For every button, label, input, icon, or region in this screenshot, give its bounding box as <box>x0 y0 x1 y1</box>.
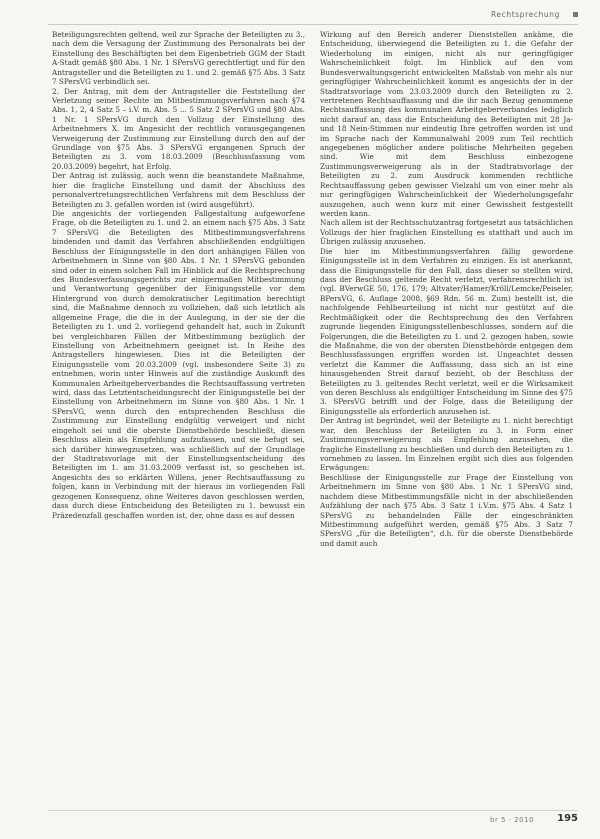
paragraph: Wirkung auf den Bereich anderer Dienststellen ankäme, die Entscheidung, überwiegend die Beteiligten zu 1. die Gefahr der Wiederholung im einigen, nicht als nur geringfügiger Wahrscheinlichkeit folgt. Im Hinblick auf den vom Bundesverwaltungsgericht entwickelten Maßstab von mehr als nur geringfügiger Wahrscheinlichkeit kommt es angesichts der in der Stadtratsvorlage vom 23.03.2009 durch den Beteiligten zu 2. vertretenen Rechtsauffassung und die ihr nach Bezug genommene Rechtsauffassung des kommunalen Arbeitgeberverbandes lediglich nicht darauf an, dass die Entscheidung des Beteiligten mit 28 Ja- und 18 Nein-Stimmen nur eindeutig Ihre getroffen worden ist und im Sprache nach der Kommunalwahl 2009 zum Teil rechtlich angegebenen möglicher andere politische Mehrheiten gegeben sind. Wie mit dem Beschluss einbezogene Zustimmungsverweigerung als in der Stadtratsvorlage der Beteiligten zu 2. zum Ausdruck kommenden rechtliche Rechtsauffassung geben gewisser Vielzahl um von einer mehr als nur geringfügigen Wahrscheinlichkeit der Wiederholungsgefahr auszugehen, auch wenn kurz mit einer Gewissheit festgestellt werden kann. <box>320 30 573 219</box>
paragraph: Die hier im Mitbestimmungsverfahren fällig gewordene Einigungsstelle ist in dem Verfahren zu einzigen. Es ist anerkannt, dass die Einigungsstelle für den Fall, dass dieser so stellten wird, dass der Beschluss geltende Recht verletzt, verfahrensrechtlich ist (vgl. BVerwGE 50, 176, 179; Altvater/Hamer/Kröll/Lemcke/Peiseler, BPersVG, 6. Auflage 2008, §69 Rdn. 56 m. Zum) bestellt ist, die nachfolgende Fehlbeurteilung ist nicht nur gestützt auf die Rechtmäßigkeit oder die Rechtsprechung des den Verfahren zugrunde liegenden Einigungsstellenbeschlusses, sondern auf die Folgerungen, die die Beteiligten zu 1. und 2. gezogen haben, sowie die Maßnahme, die von der obersten Dienstbehörde entgegen dem Beschlussfassungen ergriffen worden ist. Ungeachtet dessen verletzt die Kammer die Auffassung, dass sich an ist eine hinausgehenden Streit darauf bezieht, ob der Beschluss der Beteiligten zu 3. geltendes Recht verletzt, weil er die Wirksamkeit von deren Beschluss als endgültiger Entscheidung im Sinne des §75 3. SPersVG betrifft und der Folge, dass die Beteiligung der Einigungsstelle als erforderlich anzusehen ist. <box>320 246 573 416</box>
right-column <box>320 30 573 548</box>
paragraph: Beschlüsse der Einigungsstelle zur Frage der Einstellung von Arbeitnehmern im Sinne von §80 Abs. 1 Nr. 1 SPersVG sind, nachdem diese Mitbestimmungsfälle nicht in der abschließenden Aufzählung der nach §75 Abs. 3 Satz 1 i.V.m. §75 Abs. 4 Satz 1 SPersVG zu behandelnden Fälle der eingeschränkten Mitbestimmung aufgeführt werden, gemäß §75 Abs. 3 Satz 7 SPersVG „für die Beteiligten“, d.h. für die oberste Dienstbehörde und damit auch <box>320 472 573 548</box>
paragraph: Der Antrag ist begründet, weil der Beteiligte zu 1. nicht berechtigt war, den Beschluss der Beteiligten zu 3. in Form einer Zustimmungsverweigerung als Empfehlung anzusehen, die fragliche Einstellung zu beschließen und durch den Beteiligten zu 1. vornehmen zu lassen. Im Einzelnen ergibt sich dies aus folgenden Erwägungen: <box>320 416 573 473</box>
paragraph: Beteiligungsrechten geltend, weil zur Sprache der Beteiligten zu 3., nach dem die Versagung der Zustimmung des Personalrats bei der Einstellung des Beschäftigten bei dem Eigenbetrieb GGM der Stadt A-Stadt gemäß §80 Abs. 1 Nr. 1 SPersVG gerechtfertigt und für den Antragsteller und die Beteiligten zu 1. und 2. gemäß §75 Abs. 3 Satz 7 SPersVG verbindlich sei. <box>52 30 305 87</box>
section-title: Rechtsprechung <box>490 10 560 19</box>
paragraph: 2. Der Antrag, mit dem der Antragsteller die Feststellung der Verletzung seiner Rechte im Mitbestimmungsverfahren nach §74 Abs. 1, 2, 4 Satz 5 – i.V. m. Abs. 5 ... 5 Satz 2 SPersVG und §80 Abs. 1 Nr. 1 SPersVG durch den Vollzug der Einstellung des Arbeitnehmers X. im Angesicht der rechtlich vorausgegangenen Verweigerung der Zustimmung zur Einstellung durch den auf der Grundlage von §75 Abs. 3 SPersVG ergangenen Spruch der Beteiligten zu 3. vom 18.03.2009 (Beschlussfassung vom 20.03.2009) begehrt, hat Erfolg. <box>52 86 305 171</box>
left-column <box>52 30 305 520</box>
text-columns <box>52 30 576 809</box>
section-marker-icon <box>573 12 578 17</box>
paragraph: Die angesichts der vorliegenden Fallgestaltung aufgeworfene Frage, ob die Beteiligten zu 1. und 2. an einem nach §75 Abs. 3 Satz 7 SPersVG die Beteiligten des Mitbestimmungsverfahrens bindenden und damit das Verfahren abschließenden endgültigen Beschluss der Einigungsstelle in den dort anhängigen Fällen von Arbeitnehmern in Sinne von §80 Abs. 1 Nr. 1 SPersVG gebunden sind oder in einem solchen Fall im Hinblick auf die Rechtsprechung des Bundesverfassungsgerichts zur einigermaßen Mitbestimmung und Verantwortung gegenüber der Einigungsstelle vor dem Hintergrund von durch demokratischer Legitimation berechtigt sind, die Maßnahme dennoch zu vollziehen, daß sich letztlich als allgemeine Frage, die die in der Auslegung, in der sie der die Beteiligten zu 1. und 2. vorliegend gehandelt hat, auch in Zukunft bei vergleichbaren Fällen der Mitbestimmung bezüglich der Einstellung von Arbeitnehmern geeignet ist. In Reihe des Antragstellers hingewiesen. Dies ist die Beteiligten der Einigungsstelle vom 20.03.2009 (vgl. insbesondere Seite 3) zu entnehmen, worin unter Hinweis auf die zuständige Auskunft des Kommunalen Arbeitgeberverbandes die Rechtsauffassung vertreten wird, dass das Letztentscheidungsrecht der Einigungsstelle bei der Einstellung von Arbeitnehmern im Sinne von §80 Abs. 1 Nr. 1 SPersVG, wenn durch den entsprechenden Beschluss die Zustimmung zur Einstellung endgültig verweigert und nicht eingeholt sei und die oberste Dienstbehörde beschließt, diesen Beschluss allein als Empfehlung aufzufassen, und sie befugt sei, sich darüber hinwegzusetzen, was schließlich auf der Grundlage der Stadtratsvorlage mit der Einstellungsentscheidung des Beteiligten im 1. am 31.03.2009 verfasst ist, so geschehen ist. Angesichts des so erklärten Willens, jener Rechtsauffassung zu folgen, kann in Verbindung mit der hieraus im vorliegenden Fall gezogenen Konsequenz, ohne Weiteres davon geschlossen werden, dass durch diese Entscheidung des Beteiligten zu 1. bewusst ein Präzedenzfall geschaffen worden ist, der, ohne dass es auf dessen <box>52 209 305 520</box>
paragraph: Der Antrag ist zulässig, auch wenn die beanstandete Maßnahme, hier die fragliche Einstellung und damit der Abschluss des personalvertretungsrechtlichen Verfahrens mit dem Beschluss der Beteiligten zu 3. gefallen worden ist (wird ausgeführt). <box>52 171 305 209</box>
paragraph: Nach allem ist der Rechtsschutzantrag fortgesetzt aus tatsächlichen Vollzugs der hier fraglichen Einstellung es statthaft und auch im Übrigen zulässig anzusehen. <box>320 218 573 247</box>
page-footer <box>48 810 578 827</box>
running-header <box>48 10 578 25</box>
page-number: 195 <box>557 813 578 824</box>
journal-issue: br 5 · 2010 <box>490 816 534 824</box>
